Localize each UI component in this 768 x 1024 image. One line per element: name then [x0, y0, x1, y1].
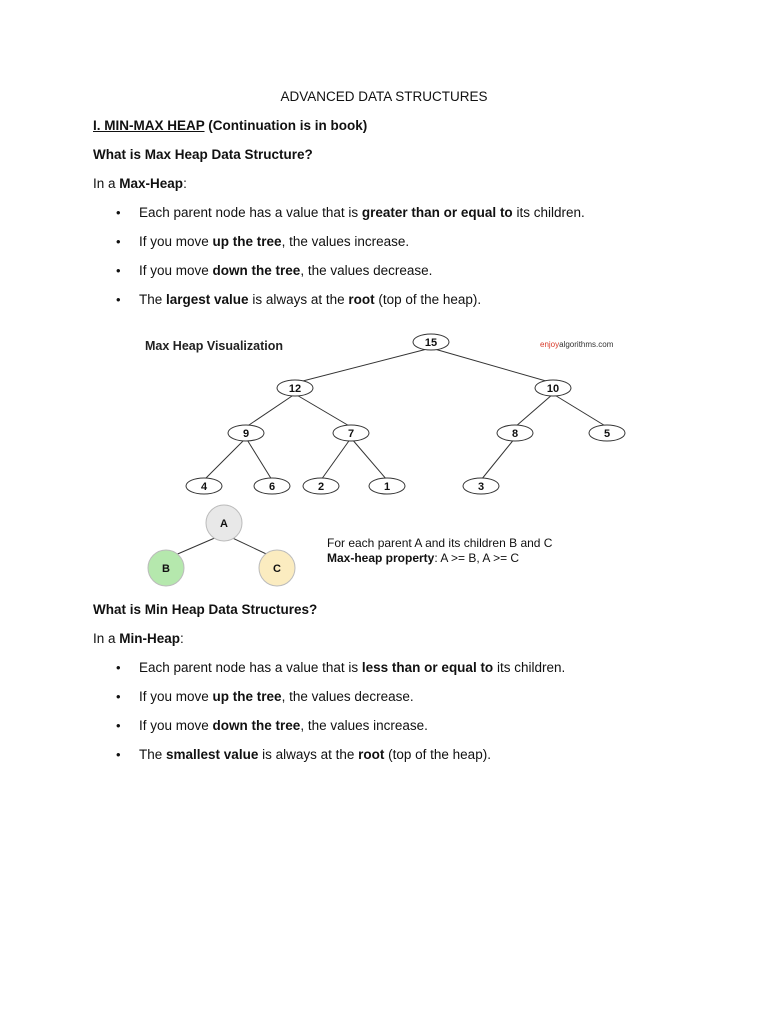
bullet-bold: up the tree — [212, 234, 282, 249]
max-heap-intro — [93, 175, 187, 193]
bullet-text: Each parent node has a value that is — [139, 660, 362, 675]
min-heap-bullet — [139, 717, 428, 735]
bullet-dot: • — [116, 263, 121, 278]
bullet-bold: root — [358, 747, 385, 762]
bullet-text: , the values decrease. — [300, 263, 433, 278]
intro-bold: Max-Heap — [119, 176, 184, 191]
heap-node-label: 12 — [288, 383, 302, 395]
heap-node-label: 6 — [268, 481, 276, 493]
heap-node-label: 9 — [242, 428, 250, 440]
intro-prefix: In a — [93, 631, 120, 646]
bullet-text: its children. — [493, 660, 566, 675]
bullet-dot: • — [116, 234, 121, 249]
bullet-dot: • — [116, 747, 121, 762]
bullet-text: , the values increase. — [281, 234, 410, 249]
bullet-dot: • — [116, 205, 121, 220]
bullet-bold: down the tree — [212, 718, 301, 733]
bullet-bold: greater than or equal to — [361, 205, 513, 220]
heap-node-label: 5 — [603, 428, 611, 440]
heap-node-label: 4 — [200, 481, 208, 493]
heap-node-label: 10 — [546, 383, 560, 395]
heap-node-label: 7 — [347, 428, 355, 440]
max-heap-bullet — [139, 204, 585, 222]
bullet-text: , the values decrease. — [281, 689, 414, 704]
bullet-text: its children. — [512, 205, 585, 220]
heap-node-label: 15 — [424, 337, 438, 349]
section-heading-note: (Continuation is in book) — [204, 118, 368, 133]
section-heading — [93, 117, 367, 135]
bullet-text: The — [139, 292, 167, 307]
watermark-mid: algorithms — [559, 340, 597, 349]
bullet-text: If you move — [139, 263, 213, 278]
section-heading-underlined: I. MIN-MAX HEAP — [93, 118, 205, 133]
intro-prefix: In a — [93, 176, 120, 191]
max-heap-bullet — [139, 291, 481, 309]
bullet-bold: smallest value — [166, 747, 259, 762]
heap-node-label: 3 — [477, 481, 485, 493]
heap-node-label: 8 — [511, 428, 519, 440]
bullet-text: The — [139, 747, 167, 762]
min-heap-bullet — [139, 659, 565, 677]
bullet-text: If you move — [139, 718, 213, 733]
bullet-text: (top of the heap). — [374, 292, 482, 307]
bullet-dot: • — [116, 718, 121, 733]
bullet-text: is always at the — [258, 747, 359, 762]
bullet-text: Each parent node has a value that is — [139, 205, 362, 220]
property-node-label: C — [273, 563, 281, 575]
intro-bold: Min-Heap — [119, 631, 181, 646]
bullet-text: If you move — [139, 689, 213, 704]
figure-title: Max Heap Visualization — [145, 339, 284, 353]
heap-node-label: 2 — [317, 481, 325, 493]
bullet-text: is always at the — [248, 292, 349, 307]
bullet-bold: down the tree — [212, 263, 301, 278]
watermark-text — [540, 340, 614, 349]
property-line2 — [327, 551, 519, 565]
min-heap-question: What is Min Heap Data Structures? — [93, 602, 318, 617]
property-node-label: A — [220, 518, 228, 530]
watermark-prefix: enjoy — [540, 340, 560, 349]
bullet-dot: • — [116, 689, 121, 704]
bullet-bold: root — [348, 292, 375, 307]
bullet-text: (top of the heap). — [384, 747, 491, 762]
max-heap-bullet — [139, 233, 409, 251]
property-rest: : A >= B, A >= C — [434, 551, 520, 565]
bullet-dot: • — [116, 292, 121, 307]
property-bold: Max-heap property — [327, 551, 435, 565]
bullet-bold: up the tree — [212, 689, 282, 704]
min-heap-bullet — [139, 746, 491, 764]
min-heap-bullet — [139, 688, 414, 706]
bullet-text: If you move — [139, 234, 213, 249]
heap-node-label: 1 — [383, 481, 391, 493]
watermark-suffix: .com — [596, 340, 614, 349]
document-title: ADVANCED DATA STRUCTURES — [280, 89, 488, 104]
bullet-bold: largest value — [166, 292, 249, 307]
min-heap-intro — [93, 630, 184, 648]
max-heap-bullet — [139, 262, 432, 280]
max-heap-figure — [130, 326, 640, 588]
intro-suffix: : — [180, 631, 184, 646]
bullet-text: , the values increase. — [300, 718, 428, 733]
property-line1: For each parent A and its children B and C — [327, 536, 553, 550]
bullet-bold: less than or equal to — [361, 660, 494, 675]
bullet-dot: • — [116, 660, 121, 675]
max-heap-question: What is Max Heap Data Structure? — [93, 147, 313, 162]
intro-suffix: : — [183, 176, 187, 191]
property-node-label: B — [162, 563, 170, 575]
